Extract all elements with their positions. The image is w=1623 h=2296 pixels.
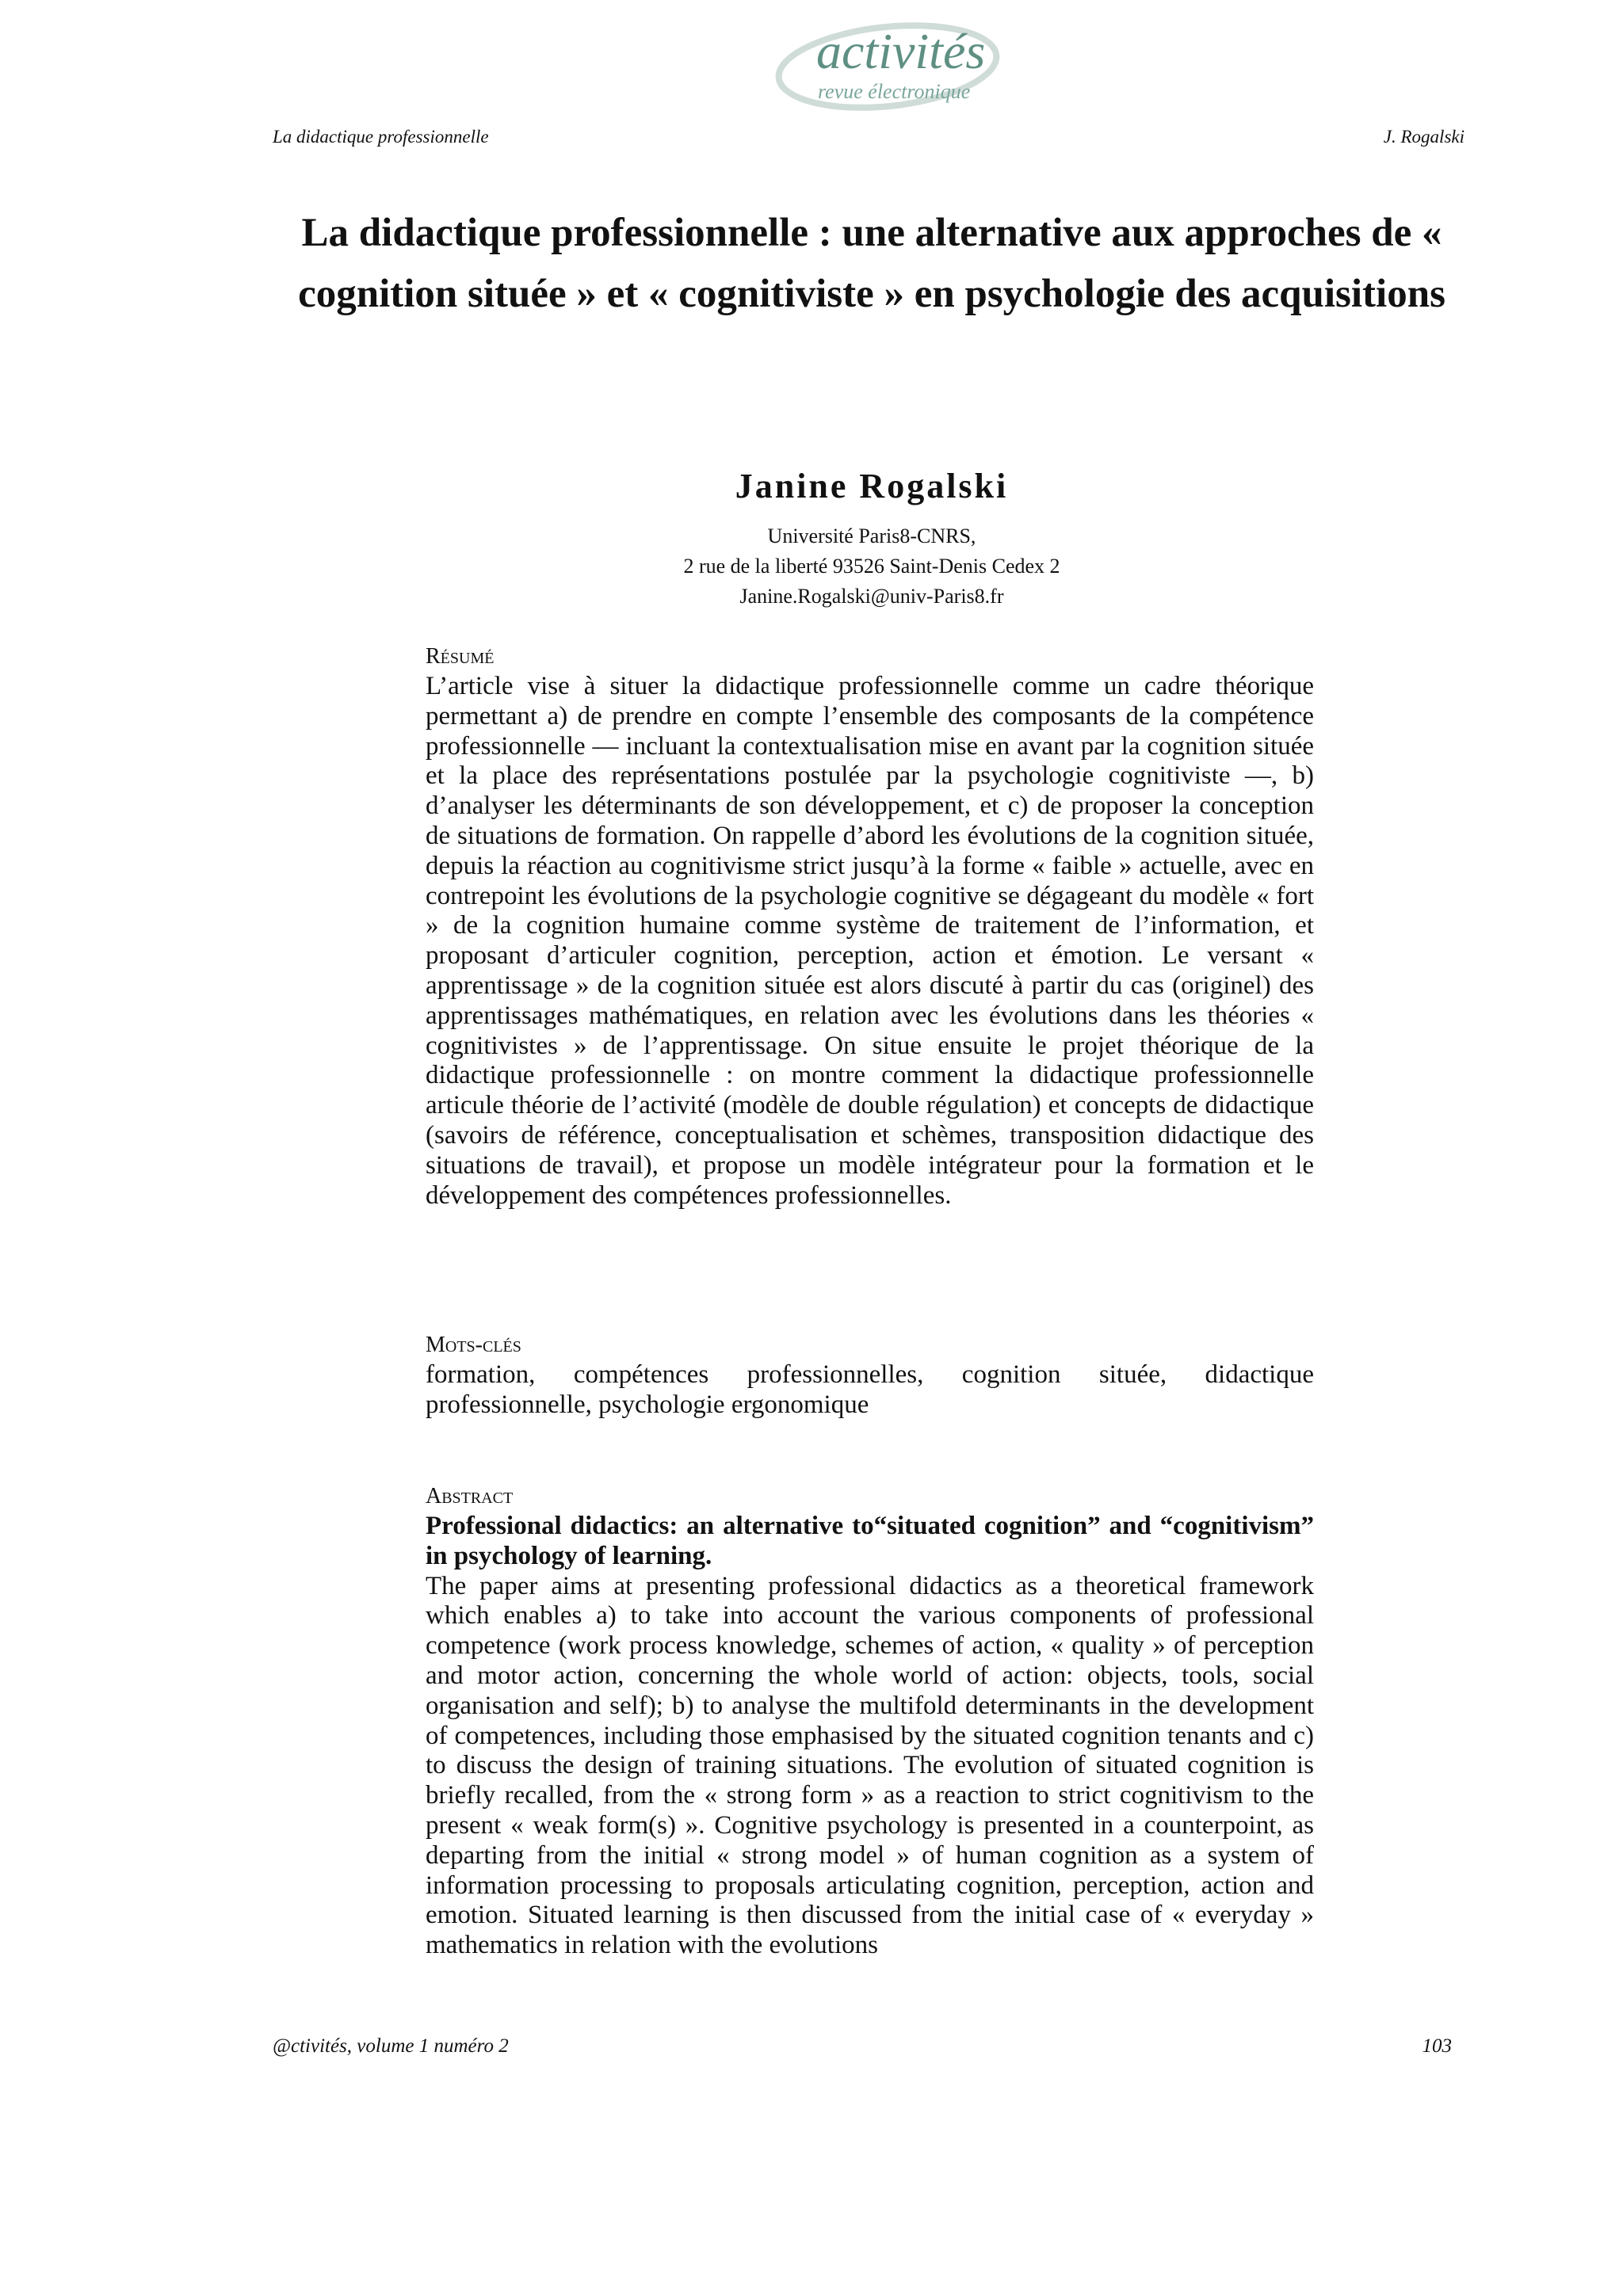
abstract-heading: Abstract [426, 1484, 514, 1508]
abstract-section [426, 1482, 1314, 1961]
running-header-right: J. Rogalski [1383, 127, 1465, 147]
article-title: La didactique professionnelle : une alternative aux approches de « cognition située » et « cognitiviste » en psychologie des acquisitions [298, 211, 1445, 316]
affiliation-institution: Université Paris8-CNRS, [767, 524, 976, 547]
keywords-text: formation, compétences professionnelles, cognition située, didactique professionnelle, psychologie ergonomique [426, 1360, 1314, 1419]
affiliation-email: Janine.Rogalski@univ-Paris8.fr [739, 585, 1004, 608]
logo-text: activités [816, 23, 986, 79]
page-number: 103 [1422, 2035, 1452, 2057]
resume-heading: Résumé [426, 644, 495, 669]
keywords-heading: Mots-clés [426, 1333, 521, 1357]
running-header-left: La didactique professionnelle [273, 127, 489, 147]
resume-text: L’article vise à situer la didactique professionnelle comme un cadre théorique permettant a) de prendre en compte l’ensemble des composants de la compétence professionnelle — incluant la contextualisation mise en avant par la cognition située et la place des représentations postulée par la psychologie cognitiviste —, b) d’analyser les déterminants de son développement, et c) de proposer la conception de situations de formation. On rappelle d’abord les évolutions de la cognition située, depuis la réaction au cognitivisme strict jusqu’à la forme « faible » actuelle, avec en contrepoint les évolutions de la psychologie cognitive se dégageant du modèle « fort » de la cognition humaine comme système de traitement de l’information, et proposant d’articuler cognition, perception, action et émotion. Le versant « apprentissage » de la cognition située est alors discuté à partir du cas (originel) des apprentissages mathématiques, en relation avec les évolutions dans les théories « cognitivistes » de l’apprentissage. On situe ensuite le projet théorique de la didactique professionnelle : on montre comment la didactique professionnelle articule théorie de l’activité (modèle de double régulation) et concepts de didactique (savoirs de référence, conceptualisation et schèmes, transposition didactique des situations de travail), et propose un modèle intégrateur pour la formation et le développement des compétences professionnelles. [426, 672, 1314, 1210]
abstract-text: The paper aims at presenting professional didactics as a theoretical framework which enables a) to take into account the various components of professional competence (work process knowledge, schemes of action, « quality » of perception and motor action, concerning the whole world of action: objects, tools, social organisation and self); b) to analyse the multifold determinants in the development of competences, including those emphasised by the situated cognition tenants and c) to discuss the design of training situations. The evolution of situated cognition is briefly recalled, from the « strong form » as a reaction to strict cognitivism to the present « weak form(s) ». Cognitive psychology is presented in a counterpoint, as departing from the initial « strong model » of human cognition as a system of information processing to proposals articulating cognition, perception, action and emotion. Situated learning is then discussed from the initial case of « everyday » mathematics in relation with the evolutions [426, 1571, 1314, 1960]
affiliation-address: 2 rue de la liberté 93526 Saint-Denis Cedex 2 [683, 555, 1060, 578]
keywords-section [426, 1330, 1314, 1421]
abstract-title: Professional didactics: an alternative to“situated cognition” and “cognitivism” in psychology of learning. [426, 1512, 1314, 1570]
author-name: Janine Rogalski [735, 467, 1009, 505]
resume-section [426, 642, 1314, 1211]
journal-logo [769, 11, 1006, 116]
author-affiliation [238, 521, 1506, 612]
footer-journal: @ctivités, volume 1 numéro 2 [273, 2035, 509, 2057]
logo-subtext: revue électronique [818, 80, 971, 103]
